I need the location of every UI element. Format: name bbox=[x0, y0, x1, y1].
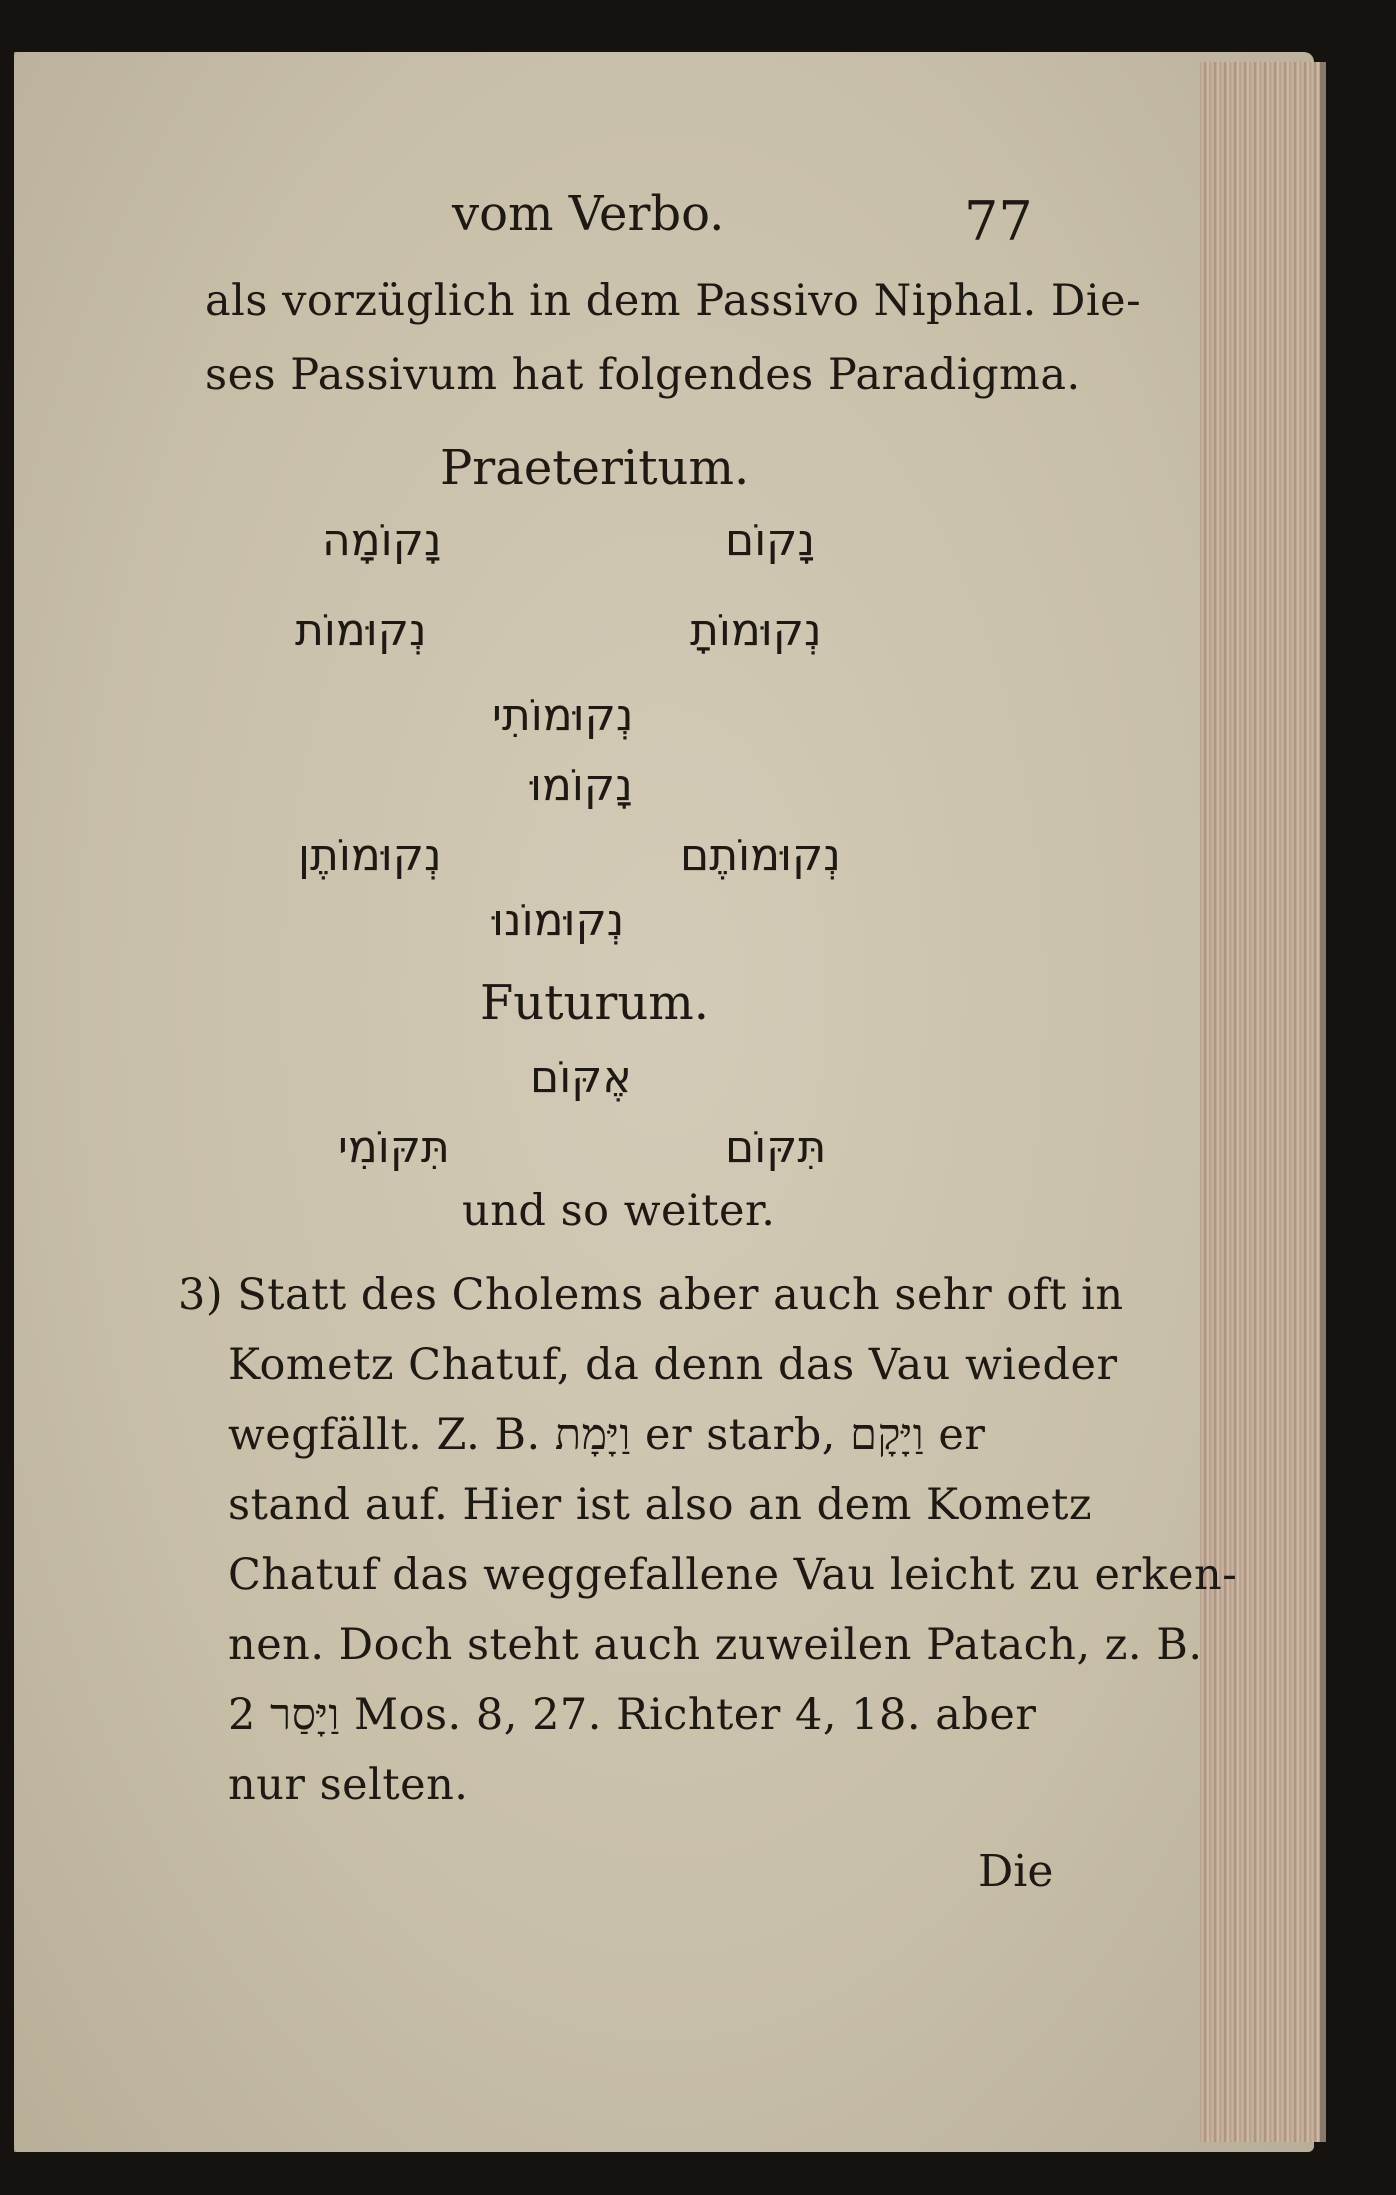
futurum-heading: Futurum. bbox=[480, 975, 710, 1031]
hebrew-form: נְקוּמוֹתִי bbox=[492, 690, 634, 741]
hebrew-form: תִּקּוֹם bbox=[725, 1122, 827, 1173]
paragraph-line-4: stand auf. Hier ist also an dem Kometz bbox=[228, 1480, 1093, 1530]
hebrew-form: תִּקּוֹמִי bbox=[338, 1122, 450, 1173]
hebrew-form: נָקוֹמָה bbox=[322, 515, 442, 566]
continuation-text: und so weiter. bbox=[462, 1186, 776, 1236]
intro-line-1: als vorzüglich in dem Passivo Niphal. Die- bbox=[205, 276, 1142, 326]
paragraph-line-8: nur selten. bbox=[228, 1760, 469, 1810]
running-title: vom Verbo. bbox=[452, 186, 725, 242]
intro-line-2: ses Passivum hat folgendes Paradigma. bbox=[205, 350, 1081, 400]
page-number: 77 bbox=[964, 190, 1033, 253]
paragraph-line-1: 3) Statt des Cholems aber auch sehr oft in bbox=[178, 1270, 1124, 1320]
paragraph-line-2: Kometz Chatuf, da denn das Vau wieder bbox=[228, 1340, 1118, 1390]
paragraph-line-5: Chatuf das weggefallene Vau leicht zu erken- bbox=[228, 1550, 1238, 1600]
hebrew-form: אֶקּוֹם bbox=[530, 1052, 632, 1103]
paragraph-line-3: wegfällt. Z. B. וַיָּמָת er starb, וַיָּקָם er bbox=[228, 1410, 986, 1460]
paragraph-line-6: nen. Doch steht auch zuweilen Patach, z. B. bbox=[228, 1620, 1203, 1670]
hebrew-form: נְקוּמוֹתֶם bbox=[680, 830, 841, 881]
hebrew-form: נְקוּמוֹתָ bbox=[690, 605, 822, 656]
paragraph-line-7: וַיָּסַר 2 Mos. 8, 27. Richter 4, 18. aber bbox=[228, 1690, 1037, 1740]
page-edges bbox=[1200, 62, 1326, 2142]
hebrew-form: נָקוֹמוּ bbox=[530, 760, 633, 811]
hebrew-form: נְקוּמוֹת bbox=[295, 605, 427, 656]
hebrew-form: נְקוּמוֹנוּ bbox=[492, 895, 625, 946]
catchword: Die bbox=[978, 1846, 1054, 1897]
praeteritum-heading: Praeteritum. bbox=[440, 440, 750, 496]
hebrew-form: נָקוֹם bbox=[725, 515, 816, 566]
hebrew-form: נְקוּמוֹתֶן bbox=[298, 830, 442, 881]
